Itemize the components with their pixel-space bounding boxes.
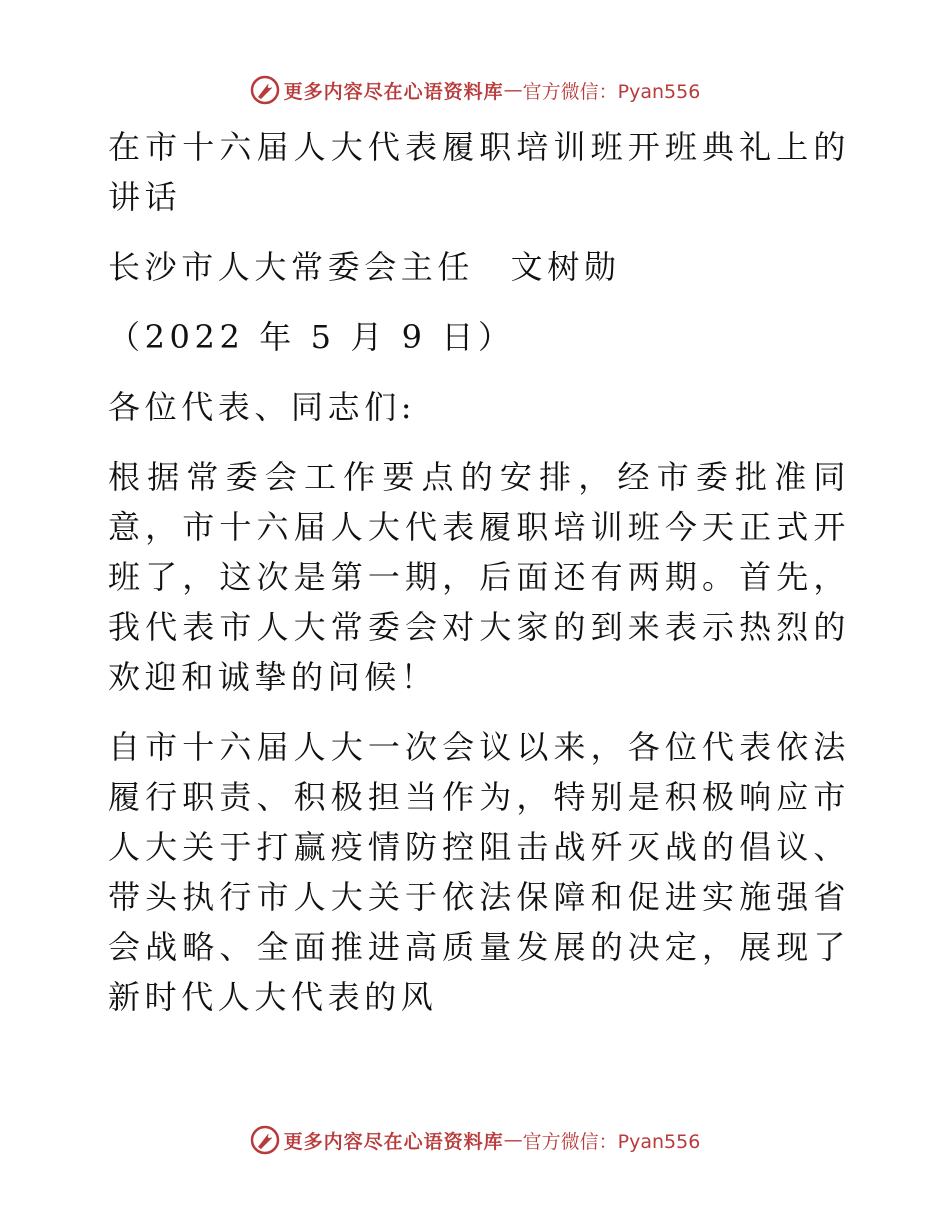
pen-nib-logo-icon (250, 75, 280, 105)
watermark-main-text: 更多内容尽在心语资料库 (283, 80, 504, 103)
watermark-wechat-text: 官方微信：Pyan556 (522, 80, 701, 103)
body-paragraph-2: 自市十六届人大一次会议以来，各位代表依法履行职责、积极担当作为，特别是积极响应市人大关于打赢疫情防控阻击战歼灭战的倡议、带头执行市人大关于依法保障和促进实施强省会战略、全面推进高质量发展的决定，展现了新时代人大代表的风 (108, 728, 850, 1016)
document-byline: 长沙市人大常委会主任 文树勋 (108, 248, 621, 286)
body-paragraph-1: 根据常委会工作要点的安排，经市委批准同意，市十六届人大代表履职培训班今天正式开班了，这次是第一期，后面还有两期。首先，我代表市人大常委会对大家的到来表示热烈的欢迎和诚挚的问候！ (108, 458, 850, 696)
footer-watermark (0, 1120, 950, 1160)
document-salutation: 各位代表、同志们: (108, 388, 417, 426)
document-body (98, 122, 850, 1042)
watermark-main-text: 更多内容尽在心语资料库 (283, 1130, 504, 1153)
watermark-separator: — (503, 79, 523, 101)
watermark-separator: — (503, 1129, 523, 1151)
watermark-wechat-text: 官方微信：Pyan556 (522, 1130, 701, 1153)
pen-nib-logo-icon (250, 1125, 280, 1155)
document-date: （2022 年 5 月 9 日） (108, 318, 515, 356)
document-title: 在市十六届人大代表履职培训班开班典礼上的讲话 (108, 128, 850, 216)
header-watermark (0, 70, 950, 110)
